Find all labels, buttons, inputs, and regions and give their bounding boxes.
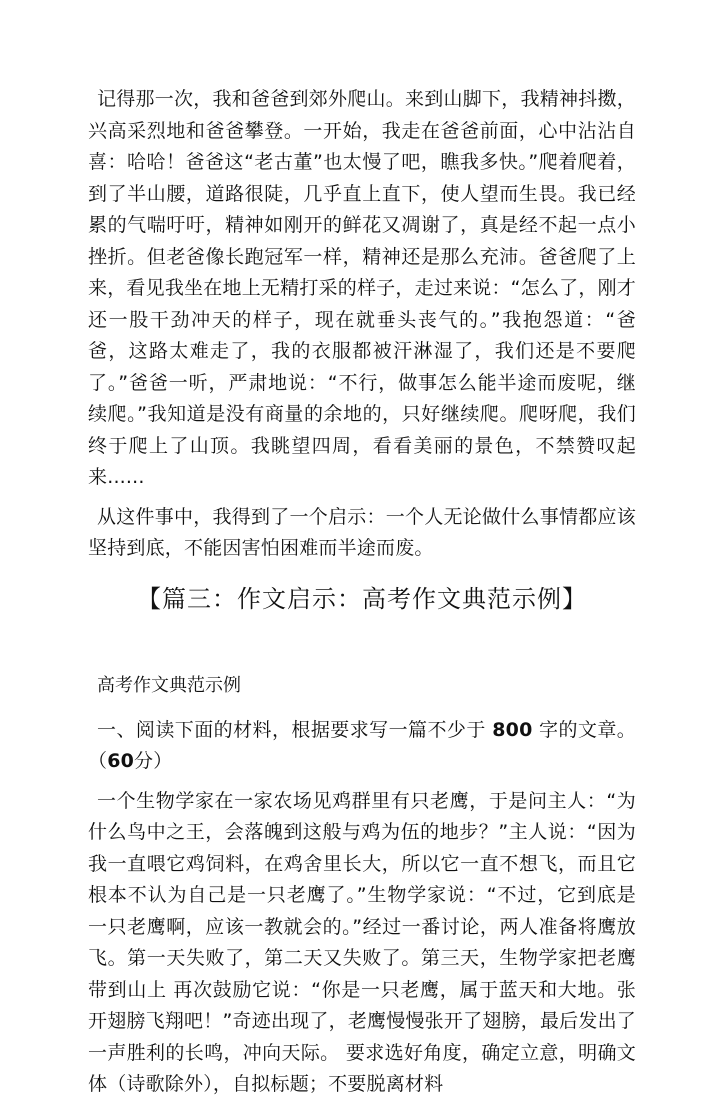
- subheading: 高考作文典范示例: [97, 674, 241, 696]
- question-prompt: [88, 715, 636, 778]
- question-prefix: 一、阅读下面的材料，根据要求写一篇不少于: [97, 718, 486, 741]
- paragraph-lesson: 从这件事中，我得到了一个启示：一个人无论做什么事情都应该坚持到底，不能因害怕困难而半途而废。: [88, 505, 636, 559]
- document-page: [88, 84, 636, 1101]
- paragraph-story: 记得那一次，我和爸爸到郊外爬山。来到山脚下，我精神抖擞，兴高采烈地和爸爸攀登。一开始，我走在爸爸前面，心中沾沾自喜：哈哈！爸爸这“老古董”也太慢了吧，瞧我多快。”爬着爬着，到了半山腰，道路很陡，几乎直上直下，使人望而生畏。我已经累的气喘吁吁，精神如刚开的鲜花又凋谢了，真是经不起一点小挫折。但老爸像长跑冠军一样，精神还是那么充沛。爸爸爬了上来，看见我坐在地上无精打采的样子，走过来说：“怎么了，刚才还一股干劲冲天的样子，现在就垂头丧气的。”我抱怨道：“爸爸，这路太难走了，我的衣服都被汗淋湿了，我们还是不要爬了。”爸爸一听，严肃地说：“不行，做事怎么能半途而废呢，继续爬。”我知道是没有商量的余地的，只好继续爬。爬呀爬，我们终于爬上了山顶。我眺望四周，看看美丽的景色，不禁赞叹起来......: [88, 88, 636, 488]
- question-suffix: 字的文章。（: [88, 718, 636, 772]
- question-end: 分）: [134, 750, 173, 772]
- question-word-count: 800: [492, 718, 533, 741]
- paragraph-material: 一个生物学家在一家农场见鸡群里有只老鹰，于是问主人：“为什么鸟中之王，会落魄到这般与鸡为伍的地步？”主人说：“因为我一直喂它鸡饲料，在鸡舍里长大，所以它一直不想飞，而且它根本不认为自己是一只老鹰了。”生物学家说：“不过，它到底是一只老鹰啊，应该一教就会的。”经过一番讨论，两人准备将鹰放飞。第一天失败了，第二天又失败了。第三天，生物学家把老鹰带到山上 再次鼓励它说：“你是一只老鹰，属于蓝天和大地。张开翅膀飞翔吧！”奇迹出现了，老鹰慢慢张开了翅膀，最后发出了一声胜利的长鸣，冲向天际。 要求选好角度，确定立意，明确文体（诗歌除外），自拟标题；不要脱离材料: [88, 789, 636, 1095]
- question-points: 60: [107, 750, 135, 772]
- section-title: 【篇三：作文启示：高考作文典范示例】: [137, 584, 587, 613]
